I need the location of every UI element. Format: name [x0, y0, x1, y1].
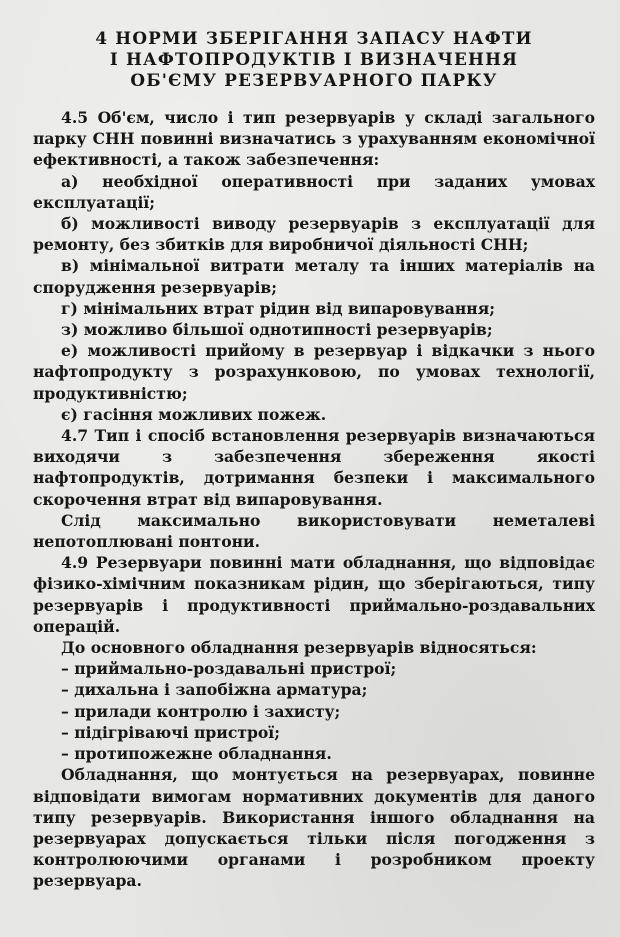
document-content: [33, 28, 595, 892]
paragraph-4-7-note: Слід максимально використовувати неметалеві непотоплювані понтони.: [33, 510, 595, 552]
paragraph-4-9-closing: Обладнання, що монтується на резервуарах, повинне відповідати вимогам нормативних документів для даного типу резервуарів. Використання іншого обладнання на резервуарах допускається тільки після погодження з контролюючими органами і розробником проекту резервуара.: [33, 765, 595, 891]
list-item-4-5-a: а) необхідної оперативності при заданих умовах експлуатації;: [33, 171, 595, 212]
paragraph-4-7: 4.7 Тип і спосіб встановлення резервуарів визначаються виходячи з забезпечення збереження якості нафтопродуктів, дотримання безпеки і максимального скорочення втрат від випаровування.: [33, 426, 595, 509]
title-line-2: І НАФТОПРОДУКТІВ І ВИЗНАЧЕННЯ: [109, 49, 519, 69]
list-item-4-9-1: – приймально-роздавальні пристрої;: [61, 659, 397, 679]
paragraph-4-9-list-intro: До основного обладнання резервуарів відносяться:: [61, 638, 537, 658]
list-item-4-5-g: г) мінімальних втрат рідин від випаровування;: [61, 298, 495, 318]
title-line-1: 4 НОРМИ ЗБЕРІГАННЯ ЗАПАСУ НАФТИ: [95, 28, 533, 48]
list-item-4-5-z: з) можливо більшої однотипності резервуарів;: [61, 320, 493, 340]
list-item-4-9-2: – дихальна і запобіжна арматура;: [61, 680, 368, 700]
section-title: [33, 28, 595, 91]
paragraph-4-9: 4.9 Резервуари повинні мати обладнання, що відповідає фізико-хімічним показникам рідин, що зберігаються, типу резервуарів і продуктивності приймально-роздавальних операцій.: [33, 553, 595, 636]
list-item-4-5-ye: є) гасіння можливих пожеж.: [61, 404, 327, 424]
paragraph-4-5-intro: 4.5 Об'єм, число і тип резервуарів у складі загального парку СНН повинні визначатись з урахуванням економічної ефективності, а також забезпечення:: [33, 108, 595, 170]
list-item-4-5-b: б) можливості виводу резервуарів з експлуатації для ремонту, без збитків для виробничої діяльності СНН;: [33, 214, 595, 255]
list-item-4-5-e: е) можливості прийому в резервуар і відкачки з нього нафтопродукту з розрахунковою, по умовах технології, продуктивністю;: [33, 341, 595, 403]
title-line-3: ОБ'ЄМУ РЕЗЕРВУАРНОГО ПАРКУ: [130, 70, 498, 90]
list-item-4-9-5: – протипожежне обладнання.: [61, 744, 332, 764]
list-item-4-9-4: – підігріваючі пристрої;: [61, 722, 280, 742]
list-item-4-5-v: в) мінімальної витрати металу та інших матеріалів на спорудження резервуарів;: [33, 256, 595, 297]
list-item-4-9-3: – прилади контролю і захисту;: [61, 701, 341, 721]
